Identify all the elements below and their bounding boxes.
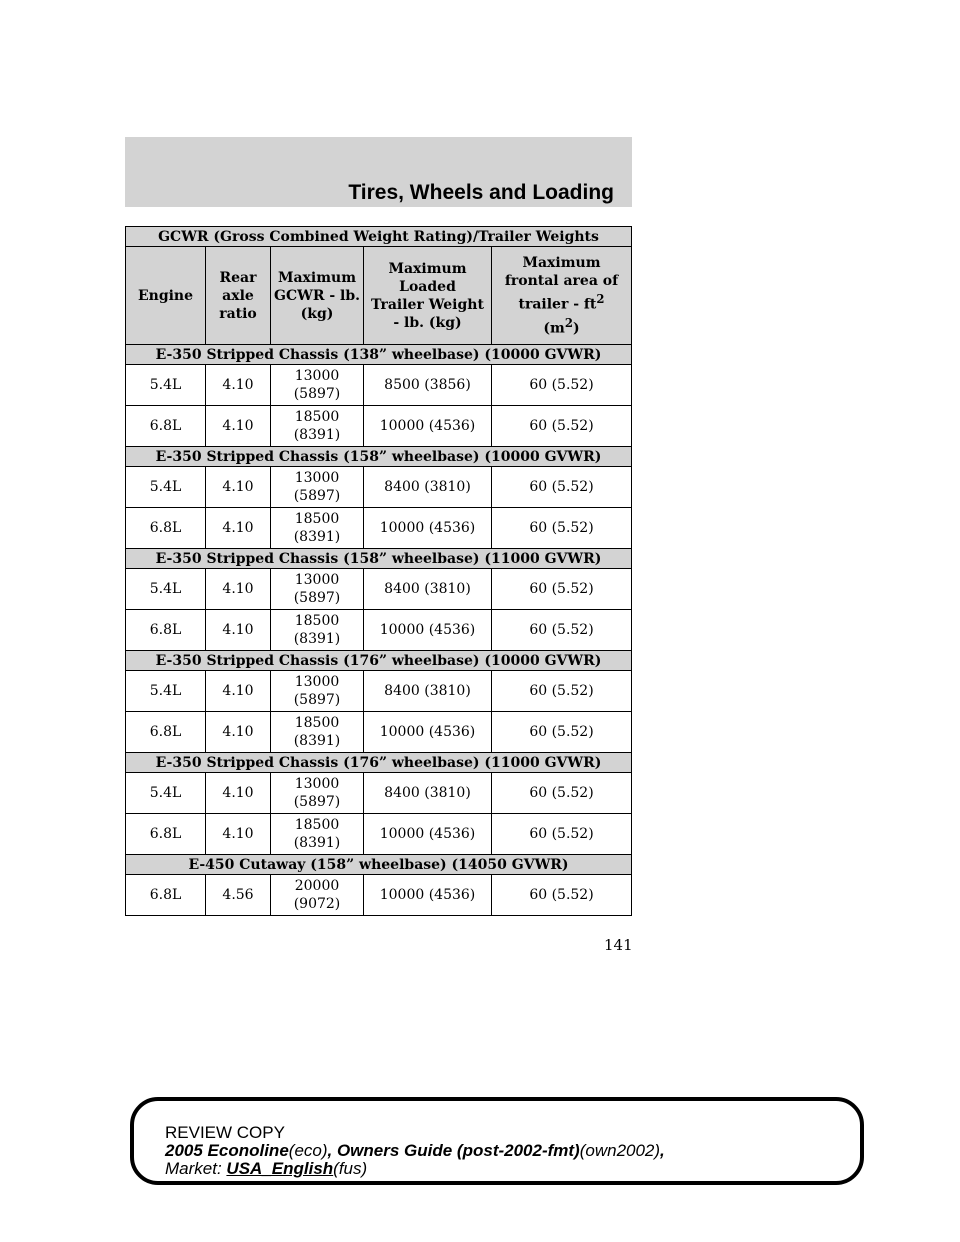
review-copy-model-line: 2005 Econoline(eco), Owners Guide (post-2002-fmt)(own2002), [165, 1141, 665, 1160]
col-max-gcwr: Maximum GCWR - lb. (kg) [271, 247, 364, 345]
cell-axle-ratio: 4.10 [206, 508, 271, 549]
table-row [126, 467, 632, 508]
col-max-trailer-weight: Maximum Loaded Trailer Weight - lb. (kg) [364, 247, 492, 345]
section-row [126, 855, 632, 875]
cell-max-gcwr: 13000 (5897) [271, 569, 364, 610]
cell-engine: 5.4L [126, 569, 206, 610]
review-copy-text [165, 1124, 665, 1178]
table-row [126, 712, 632, 753]
page-number: 141 [604, 936, 633, 954]
review-copy-market-line: Market: USA_English(fus) [165, 1159, 368, 1178]
cell-max-trailer-weight: 10000 (4536) [364, 610, 492, 651]
table-row [126, 875, 632, 916]
cell-max-gcwr: 18500 (8391) [271, 814, 364, 855]
col-max-frontal-area: Maximum frontal area of trailer - $ft^2$ $(m^2)$ [492, 247, 632, 345]
cell-axle-ratio: 4.10 [206, 569, 271, 610]
cell-max-gcwr: 18500 (8391) [271, 712, 364, 753]
section-label: E-350 Stripped Chassis (176” wheelbase) (10000 GVWR) [126, 651, 632, 671]
cell-engine: 6.8L [126, 610, 206, 651]
cell-max-trailer-weight: 8400 (3810) [364, 671, 492, 712]
cell-frontal-area: 60 (5.52) [492, 610, 632, 651]
cell-frontal-area: 60 (5.52) [492, 406, 632, 447]
table-row [126, 773, 632, 814]
section-label: E-350 Stripped Chassis (158” wheelbase) (10000 GVWR) [126, 447, 632, 467]
review-copy-label: REVIEW COPY [165, 1123, 285, 1142]
cell-max-trailer-weight: 8400 (3810) [364, 467, 492, 508]
cell-axle-ratio: 4.10 [206, 467, 271, 508]
cell-max-trailer-weight: 8400 (3810) [364, 569, 492, 610]
cell-frontal-area: 60 (5.52) [492, 569, 632, 610]
cell-axle-ratio: 4.10 [206, 406, 271, 447]
cell-frontal-area: 60 (5.52) [492, 814, 632, 855]
cell-max-gcwr: 18500 (8391) [271, 610, 364, 651]
section-row [126, 345, 632, 365]
page-section-title: Tires, Wheels and Loading [348, 181, 614, 204]
table-row [126, 365, 632, 406]
cell-max-gcwr: 13000 (5897) [271, 365, 364, 406]
cell-max-gcwr: 20000 (9072) [271, 875, 364, 916]
cell-engine: 6.8L [126, 406, 206, 447]
cell-max-trailer-weight: 10000 (4536) [364, 814, 492, 855]
cell-axle-ratio: 4.10 [206, 671, 271, 712]
table-body [126, 345, 632, 916]
table-row [126, 406, 632, 447]
cell-max-gcwr: 18500 (8391) [271, 508, 364, 549]
col-axle-ratio: Rear axle ratio [206, 247, 271, 345]
table-row [126, 610, 632, 651]
table-row [126, 569, 632, 610]
cell-max-gcwr: 13000 (5897) [271, 467, 364, 508]
cell-engine: 6.8L [126, 875, 206, 916]
cell-max-trailer-weight: 10000 (4536) [364, 875, 492, 916]
cell-engine: 5.4L [126, 467, 206, 508]
table-row [126, 671, 632, 712]
section-row [126, 549, 632, 569]
cell-frontal-area: 60 (5.52) [492, 712, 632, 753]
cell-max-trailer-weight: 8500 (3856) [364, 365, 492, 406]
gcwr-table [125, 226, 632, 916]
col-engine: Engine [126, 247, 206, 345]
cell-axle-ratio: 4.56 [206, 875, 271, 916]
cell-frontal-area: 60 (5.52) [492, 508, 632, 549]
cell-max-gcwr: 13000 (5897) [271, 671, 364, 712]
cell-engine: 6.8L [126, 508, 206, 549]
cell-frontal-area: 60 (5.52) [492, 365, 632, 406]
section-row [126, 447, 632, 467]
cell-max-trailer-weight: 10000 (4536) [364, 406, 492, 447]
section-row [126, 753, 632, 773]
cell-axle-ratio: 4.10 [206, 773, 271, 814]
cell-axle-ratio: 4.10 [206, 712, 271, 753]
cell-engine: 5.4L [126, 773, 206, 814]
section-label: E-350 Stripped Chassis (158” wheelbase) (11000 GVWR) [126, 549, 632, 569]
cell-engine: 5.4L [126, 365, 206, 406]
cell-frontal-area: 60 (5.52) [492, 467, 632, 508]
table-title: GCWR (Gross Combined Weight Rating)/Trailer Weights [126, 227, 632, 247]
cell-frontal-area: 60 (5.52) [492, 875, 632, 916]
cell-axle-ratio: 4.10 [206, 610, 271, 651]
cell-max-trailer-weight: 8400 (3810) [364, 773, 492, 814]
cell-max-trailer-weight: 10000 (4536) [364, 508, 492, 549]
cell-engine: 6.8L [126, 712, 206, 753]
cell-max-trailer-weight: 10000 (4536) [364, 712, 492, 753]
column-header-row [126, 247, 632, 345]
table-row [126, 814, 632, 855]
cell-engine: 6.8L [126, 814, 206, 855]
section-label: E-350 Stripped Chassis (176” wheelbase) (11000 GVWR) [126, 753, 632, 773]
cell-frontal-area: 60 (5.52) [492, 773, 632, 814]
cell-axle-ratio: 4.10 [206, 365, 271, 406]
cell-max-gcwr: 18500 (8391) [271, 406, 364, 447]
cell-axle-ratio: 4.10 [206, 814, 271, 855]
section-label: E-450 Cutaway (158” wheelbase) (14050 GVWR) [126, 855, 632, 875]
section-label: E-350 Stripped Chassis (138” wheelbase) (10000 GVWR) [126, 345, 632, 365]
section-row [126, 651, 632, 671]
table-row [126, 508, 632, 549]
cell-frontal-area: 60 (5.52) [492, 671, 632, 712]
cell-max-gcwr: 13000 (5897) [271, 773, 364, 814]
cell-engine: 5.4L [126, 671, 206, 712]
header-band [125, 137, 632, 207]
